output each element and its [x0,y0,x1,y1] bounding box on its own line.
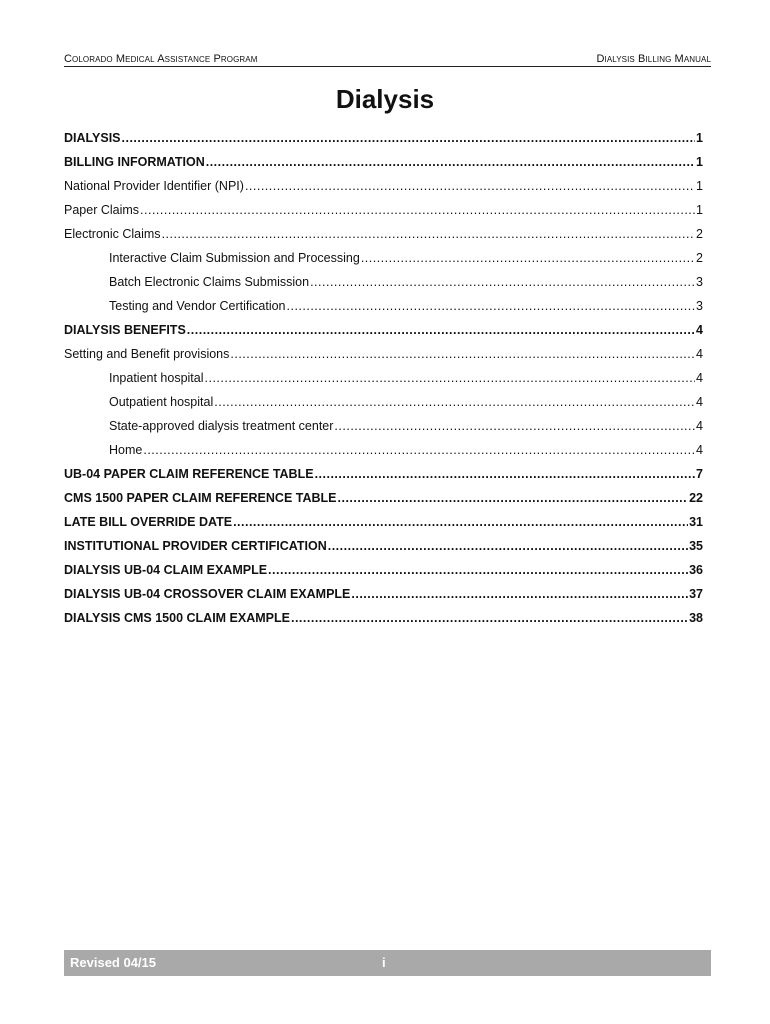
toc-dot-leader [205,366,696,390]
toc-dot-leader [162,222,695,246]
toc-entry-page: 4 [696,443,703,457]
toc-entry-page: 4 [696,395,703,409]
page-header [64,50,711,67]
toc-entry-label: Setting and Benefit provisions [64,347,230,361]
toc-dot-leader [334,414,695,438]
toc-entry-label: INSTITUTIONAL PROVIDER CERTIFICATION [64,539,327,553]
toc-entry-page: 4 [696,419,703,433]
toc-entry[interactable] [64,270,703,294]
toc-entry-page: 35 [689,539,703,553]
toc-entry[interactable] [64,414,703,438]
toc-entry[interactable] [64,558,703,582]
toc-entry-page: 1 [696,131,703,145]
toc-dot-leader [140,198,695,222]
toc-entry-label: Inpatient hospital [109,371,204,385]
toc-entry-label: DIALYSIS [64,131,121,145]
toc-entry-page: 22 [689,491,703,505]
footer-revised-date: Revised 04/15 [70,955,157,970]
toc-entry[interactable] [64,366,703,390]
toc-entry[interactable] [64,606,703,630]
toc-dot-leader [230,342,695,366]
toc-dot-leader [328,534,688,558]
page-title: Dialysis [335,84,435,114]
toc-entry[interactable] [64,126,703,150]
toc-entry-page: 3 [696,275,703,289]
toc-entry[interactable] [64,294,703,318]
toc-dot-leader [233,510,688,534]
toc-dot-leader [310,270,695,294]
toc-entry-page: 38 [689,611,703,625]
toc-entry-label: UB-04 PAPER CLAIM REFERENCE TABLE [64,467,314,481]
toc-dot-leader [361,246,695,270]
toc-entry[interactable] [64,222,703,246]
header-program-name: Colorado Medical Assistance Program [64,53,258,65]
toc-entry-label: Paper Claims [64,203,140,217]
toc-dot-leader [206,150,695,174]
toc-entry[interactable] [64,462,703,486]
toc-entry-page: 1 [696,155,703,169]
toc-entry-label: Testing and Vendor Certification [109,299,286,313]
toc-entry[interactable] [64,342,703,366]
page-footer [64,950,711,976]
toc-entry-label: LATE BILL OVERRIDE DATE [64,515,233,529]
toc-entry-page: 37 [689,587,703,601]
toc-entry-page: 3 [696,299,703,313]
toc-entry[interactable] [64,198,703,222]
toc-dot-leader [315,462,695,486]
toc-entry-page: 4 [696,371,703,385]
toc-entry[interactable] [64,174,703,198]
toc-dot-leader [122,126,696,150]
toc-dot-leader [143,438,695,462]
toc-dot-leader [338,486,689,510]
toc-entry-page: 2 [696,227,703,241]
toc-entry-page: 31 [689,515,703,529]
toc-entry[interactable] [64,150,703,174]
toc-dot-leader [291,606,688,630]
toc-entry-page: 7 [696,467,703,481]
toc-entry[interactable] [64,318,703,342]
toc-entry[interactable] [64,486,703,510]
toc-entry[interactable] [64,582,703,606]
toc-dot-leader [214,390,695,414]
footer-page-number: i [382,955,386,970]
toc-entry-page: 2 [696,251,703,265]
toc-entry-label: State-approved dialysis treatment center [109,419,334,433]
toc-entry[interactable] [64,246,703,270]
toc-entry[interactable] [64,534,703,558]
toc-entry-label: BILLING INFORMATION [64,155,205,169]
toc-dot-leader [287,294,696,318]
toc-entry-page: 1 [696,179,703,193]
toc-entry-page: 4 [696,323,703,337]
toc-entry-label: DIALYSIS UB-04 CROSSOVER CLAIM EXAMPLE [64,587,351,601]
toc-entry-page: 36 [689,563,703,577]
toc-entry-label: Outpatient hospital [109,395,214,409]
toc-entry-label: Batch Electronic Claims Submission [109,275,310,289]
toc-dot-leader [187,318,695,342]
table-of-contents [64,126,703,630]
toc-entry-label: DIALYSIS BENEFITS [64,323,186,337]
toc-entry-label: DIALYSIS UB-04 CLAIM EXAMPLE [64,563,268,577]
toc-dot-leader [268,558,688,582]
toc-entry-label: Interactive Claim Submission and Processing [109,251,360,265]
toc-dot-leader [245,174,695,198]
toc-entry-label: Home [109,443,143,457]
toc-entry-label: Electronic Claims [64,227,161,241]
toc-entry-label: National Provider Identifier (NPI) [64,179,244,193]
toc-entry-page: 4 [696,347,703,361]
toc-entry-label: DIALYSIS CMS 1500 CLAIM EXAMPLE [64,611,290,625]
header-manual-name: Dialysis Billing Manual [596,53,711,65]
toc-dot-leader [351,582,688,606]
toc-entry-page: 1 [696,203,703,217]
toc-entry[interactable] [64,438,703,462]
toc-entry[interactable] [64,390,703,414]
toc-entry[interactable] [64,510,703,534]
toc-entry-label: CMS 1500 PAPER CLAIM REFERENCE TABLE [64,491,337,505]
